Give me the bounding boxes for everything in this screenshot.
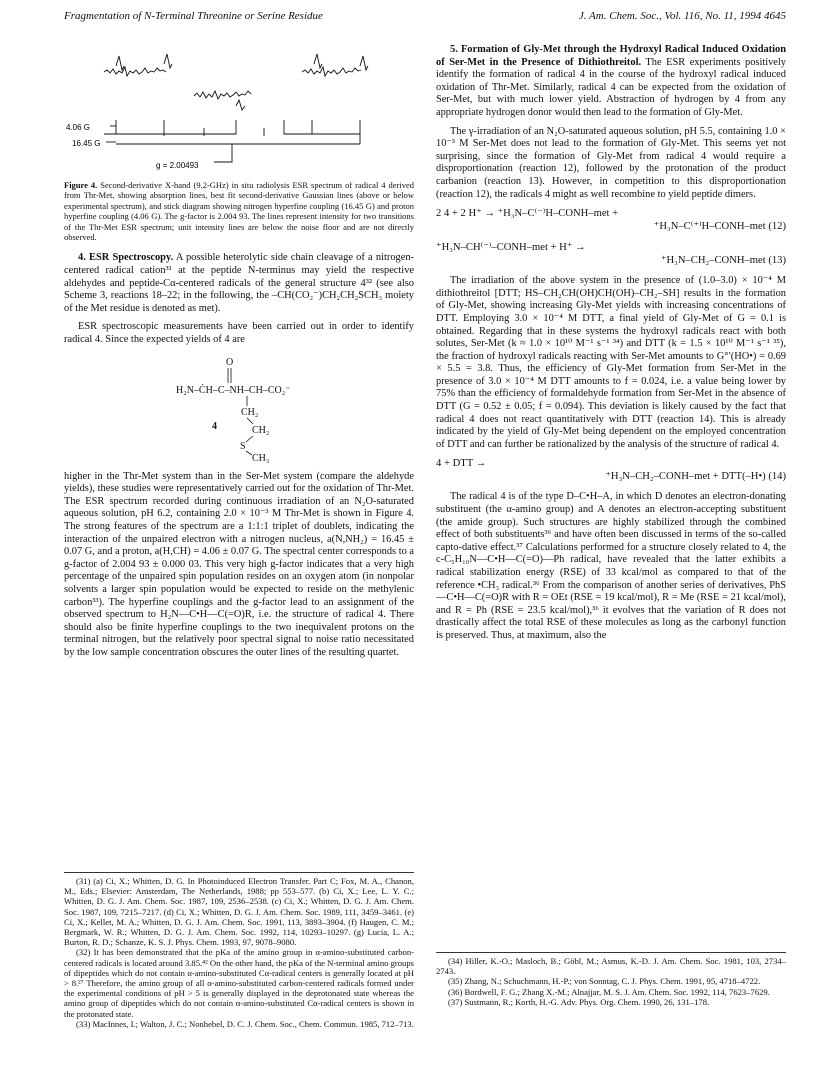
struct-number: 4 <box>212 420 217 432</box>
equation-14 <box>436 457 786 483</box>
equation-13-line-2: ⁺H₃N–CH₂–CONH–met (13) <box>660 255 786 267</box>
esr-spectrum-plot <box>64 44 414 176</box>
struct-ch2-a: CH₂ <box>241 406 259 418</box>
paragraph-esr-results: higher in the Thr-Met system than in the Ser-Met system (compare the aldehyde yields), these studies were representatively carried out for the oxidation of Thr-Met. The ESR spectrum recorded during continuous irradiation of an N₂O-saturated aqueous solution, pH 6.2, containing 2.0 × 10⁻³ M Thr-Met is shown in Figure 4. The strong features of the spectrum are a 1:1:1 triplet of doublets, indicating the interaction of the unpaired electron with a nitrogen nucleus, a(N,NH₂) = 16.45 ± 0.07 G, and a proton, a(H,CH) = 4.06 ± 0.07 G. The spectral center corresponds to a g-factor of 2.004 93 ± 0.000 03. This very high g-factor indicates that a very high percentage of the unpaired spin population resides on an oxygen atom (in nonpolar solvents a larger spin population would be expected to reside on the methylenic carbon³³). The hyperfine couplings and the g-factor lead to an assignment of the observed spectrum to H₂N—C•H—C(=O)R, i.e. the structure of radical 4. There should also be finite hyperfine couplings to the two inequivalent protons on the terminal nitrogen, but the relatively poor spectral signal to noise ratio necessitated by the low sample concentration obscures the outer lines of the resulting quartet. <box>64 470 414 658</box>
struct-bond-3 <box>246 436 253 442</box>
caption-text: Second-derivative X-band (9.2-GHz) in situ radiolysis ESR spectrum of radical 4 derived from Thr-Met, showing absorption lines, best fit second-derivative Gaussian lines (above or below experimental spectrum), and stick diagram showing nitrogen hyperfine coupling (16.45 G) and proton hyperfine coupling (4.06 G). The g-factor is 2.004 93. The lines represent intensity for two transitions of the Thr-Met ESR spectrum; unit intensity lines are below the noise floor and are not directly observed. <box>64 180 414 243</box>
sec5-paragraph-4: The radical 4 is of the type D–C•H–A, in which D denotes an electron-donating substituent (the α-amino group) and A denotes an electron-accepting substituent (the amide group). Such structures are highly stabilized through the combined effect of both substituents³⁶ and have often been discussed in terms of the so-called capto-dative effect.³⁷ Calculations performed for a structure closely related to 4, the c-C₅H₁₀N—C•H—C(=O)—Ph radical, have revealed that the latter exhibits a radical stabilization energy (RSE) of 33 kcal/mol as compared to that of the reference •CH₃ radical.³⁶ From the comparison of another series of derivatives, PhS—C•H—C(=O)R with R = OEt (RSE = 19 kcal/mol), R = Me (RSE = 21 kcal/mol), and R = Ph (RSE = 23.5 kcal/mol),³⁶ it evolves that the variation of R does not drastically affect the total RSE of these molecules as long as the carbonyl function is preserved. Thus, at maximum, also the <box>436 491 786 641</box>
stick-proton-splitting <box>204 128 264 136</box>
center-marker <box>214 144 232 162</box>
footnote-31: (31) (a) Ci, X.; Whitten, D. G. In Photoinduced Electron Transfer. Part C; Fox, M. A., Chanon, M., Eds.; Elsevier: Amsterdam, The Netherlands, 1988; pp 553–577. (b) Ci, X.; Lee, L. Y. C.; Whitten, D. G. J. Am. Chem. Soc. 1987, 109, 2536–2538. (c) Ci, X.; Whitten, D. G. J. Am. Chem. Soc. 1987, 109, 7215–7217. (d) Ci, X.; Whitten, D. G. J. Am. Chem. Soc. 1989, 111, 3459–3461. (e) Ci, X.; Kellet, M. A.; Whitten, D. G. J. Am. Chem. Soc. 1991, 113, 3893–3904. (f) Haugen, C. M.; Bergmark, W. R.; Whitten, D. G. J. Am. Chem. Soc. 1992, 114, 10293–10297. (g) Lucia, L. A.; Burton, R. D.; Schanze, K. S. J. Phys. Chem. 1993, 97, 9078–9080. <box>64 876 414 948</box>
equation-14-line-2: ⁺H₃N–CH₂–CONH–met + DTT(–H•) (14) <box>605 471 786 483</box>
caption-label: Figure 4. <box>64 180 98 190</box>
header-right: J. Am. Chem. Soc., Vol. 116, No. 11, 1994 4645 <box>578 10 786 22</box>
struct-ch2-b: CH₂ <box>252 424 270 436</box>
radical-4-structure <box>64 353 414 463</box>
figure-caption <box>64 180 414 242</box>
sec5-paragraph-1 <box>436 44 786 120</box>
struct-ch3: CH₃ <box>252 452 270 463</box>
structure-drawing <box>64 353 414 463</box>
equation-12-line-2: ⁺H₃N–C⁽⁺⁾H–CONH–met (12) <box>653 221 786 233</box>
spectrum-trace-right <box>302 67 361 76</box>
sec4-paragraph-1 <box>64 252 414 315</box>
equation-14-line-1: 4 + DTT → <box>436 458 487 470</box>
footnote-37: (37) Sustmann, R.; Korth, H.-G. Adv. Phys. Org. Chem. 1990, 26, 131–178. <box>448 996 710 1007</box>
struct-sulfur: S <box>240 440 246 452</box>
footnote-34: (34) Hiller, K.-O.; Masloch, B.; Göbl, M.; Asmus, K.-D. J. Am. Chem. Soc. 1981, 103, 2734–2743. <box>436 956 786 977</box>
struct-bond-2 <box>247 418 253 424</box>
sec5-paragraph-3: The irradiation of the above system in the presence of (1.0–3.0) × 10⁻⁴ M dithiothreitol [DTT; HS–CH₂CH(OH)CH(OH)–CH₂–SH] results in the formation of Gly-Met, showing increasing Gly-Met yields with increasing concentrations of DTT. Employing 3.0 × 10⁻⁴ M DTT, a final yield of Gly-Met of G = 0.1 is obtained. Regarding that in these systems the hydroxyl radicals react with both solutes, Ser-Met (k ≈ 1.0 × 10¹⁰ M⁻¹ s⁻¹ ³⁴) and DTT (k = 1.5 × 10¹⁰ M⁻¹ s⁻¹ ³⁵), the fraction of hydroxyl radicals reacting with Ser-Met amounts to G°′(HO•) = 0.69 × 5.5 = 3.8. Thus, the efficiency of Gly-Met formation from Ser-Met in the presence of 3.0 × 10⁻⁴ M DTT amounts to f = 0.024, i.e. a value being lower by 75% than the efficiency of formaldehyde formation from Ser-Met in the absence of DTT (G = 0.52 ± 0.05; f = 0.094). This deviation is likely caused by the fact that radical 4 does not react quantitatively with DTT (reaction 14). This is already indicated by the yield of Gly-Met being dependent on the employed concentration of DTT and can further be rationalized by the analysis of the structure of radical 4. <box>436 275 786 450</box>
right-column <box>436 44 786 649</box>
footnote-32: (32) It has been demonstrated that the pKa of the amino group in α-amino-substituted carbon-centered radicals is located around 3.85.⁴² On the other hand, the pKa of the N-terminal amino groups of dipeptides which do not contain α-amino-substituted Cα-radical centers is generally located at pH > 8.²⁷ Therefore, the amino group of all α-amino-substituted carbon-centered radicals formed under the experimental conditions of pH > 5 is generally displayed in the deprotonated state whereas the amino group of dipeptides which do not contain α-amino-substituted Cα-radical centers is shown in the protonated state. <box>64 947 414 1019</box>
label-g-factor: g = 2.00493 <box>156 161 199 170</box>
sec5-heading: 5. Formation of Gly-Met through the Hydroxyl Radical Induced Oxidation of Ser-Met in the Presence of Dithiothreitol. <box>436 44 786 68</box>
spectrum-peak-1 <box>116 56 124 70</box>
sec4-paragraph-2: ESR spectroscopic measurements have been carried out in order to identify radical 4. Since the expected yields of 4 are <box>64 321 414 345</box>
equation-13 <box>436 241 786 267</box>
sec5-paragraph-2: The γ-irradiation of an N₂O-saturated aqueous solution, pH 5.5, containing 1.0 × 10⁻³ M Ser-Met does not lead to the formation of Gly-Met. This seems yet not surprising, since the formation of Gly-Met from radical 4 would require a disproportionation (reaction 12), followed by the protonation of the product carbanion (reaction 13). However, in competition to this disproportionation (reaction 12), the radicals 4 might as well recombine to yield peptide dimers. <box>436 125 786 200</box>
stick-baseline <box>104 134 360 144</box>
struct-main-chain: H₂N–ĊH–C–NH–CH–CO₂⁻ <box>176 384 291 396</box>
spectrum-peak-3 <box>236 100 245 110</box>
label-1645: 16.45 G <box>72 139 101 148</box>
stick-nitrogen-splitting <box>116 120 360 136</box>
struct-oxygen: O <box>226 356 234 368</box>
spectrum-peak-4 <box>314 54 322 68</box>
footnotes-left <box>64 872 414 1029</box>
label-406: 4.06 G <box>66 123 91 132</box>
spectrum-trace-left <box>104 67 166 76</box>
footnotes-right <box>436 952 786 1007</box>
sec5-text: The ESR experiments positively identify the formation of radical 4 in the course of the hydroxyl radical induced oxidation of Thr-Met. Similarly, radical 4 can be expected from the oxidation of Ser-Met, but with much lower yield. Abstraction of hydrogen by 4 from any appropriate hydrogen donor would then lead to the formation of Gly-Met. <box>436 56 786 118</box>
sec4-text: A possible heterolytic side chain cleavage of a nitrogen-centered radical cation³¹ at the peptide N-terminus may yield the respective aldehydes and peptide-Cα-centered radicals of the general structure 4³² (see also Scheme 3, reactions 18–22; in the following, the –CH(CO₂⁻)CH₂CH₂SCH₃ moiety of the Met residue is denoted as met). <box>64 252 414 314</box>
equation-12-line-1: 2 4 + 2 H⁺ → ⁺H₃N–C⁽⁻⁾H–CONH–met + <box>436 208 619 220</box>
spectrum-peak-2 <box>164 54 172 68</box>
equation-12 <box>436 207 786 233</box>
footnote-36: (36) Bordwell, F. G.; Zhang X.-M.; Alnajjar, M. S. J. Am. Chem. Soc. 1992, 114, 7623–7629. <box>448 986 770 997</box>
spectrum-peak-5 <box>360 56 368 70</box>
esr-spectrum-figure <box>64 44 414 176</box>
spectrum-trace-middle <box>194 91 251 99</box>
footnote-33: (33) MacInnes, I.; Walton, J. C.; Nonhebel, D. C. J. Chem. Soc., Chem. Commun. 1985, 712–713. <box>76 1018 414 1029</box>
left-column <box>64 44 414 666</box>
running-header <box>64 10 786 28</box>
header-left: Fragmentation of N-Terminal Threonine or Serine Residue <box>64 10 323 22</box>
sec4-heading: 4. ESR Spectroscopy. <box>78 252 174 264</box>
footnote-35: (35) Zhang, N.; Schuchmann, H.-P.; von Sonntag, C. J. Phys. Chem. 1991, 95, 4718–4722. <box>448 976 761 987</box>
equation-13-line-1: ⁺H₃N–CH⁽⁻⁾–CONH–met + H⁺ → <box>436 242 586 254</box>
